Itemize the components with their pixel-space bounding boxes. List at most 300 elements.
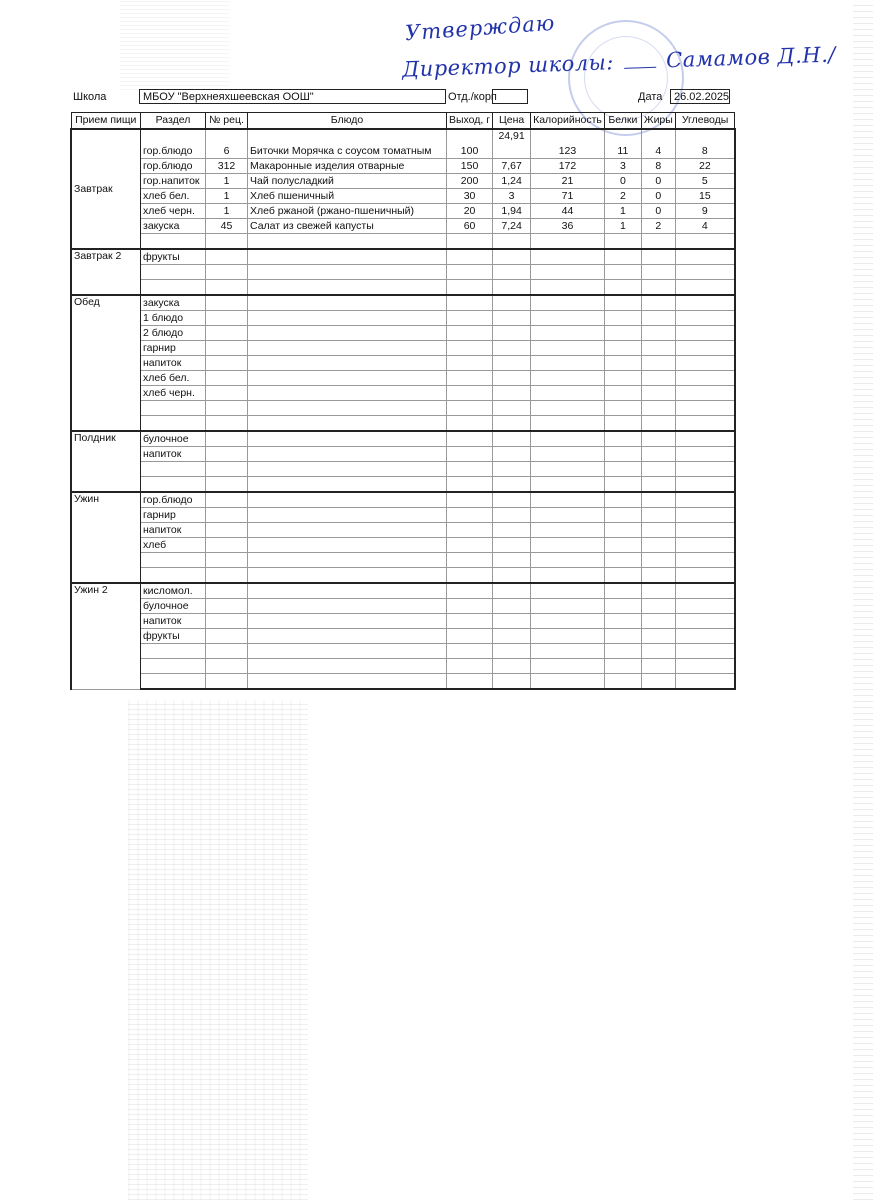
section-cell (141, 234, 206, 250)
table-row (71, 295, 735, 311)
carbs-cell (675, 629, 735, 644)
meal-cell: Завтрак 2 (71, 249, 141, 295)
recipe-cell (206, 280, 248, 296)
section-cell (141, 265, 206, 280)
calories-cell (531, 508, 605, 523)
protein-cell (604, 341, 641, 356)
section-cell: фрукты (141, 249, 206, 265)
dish-cell: Макаронные изделия отварные (248, 159, 447, 174)
table-row (71, 129, 735, 159)
protein-cell (604, 326, 641, 341)
recipe-cell (206, 311, 248, 326)
protein-cell (604, 659, 641, 674)
dish-cell (248, 508, 447, 523)
section-cell: хлеб (141, 538, 206, 553)
fat-cell (641, 659, 675, 674)
calories-cell (531, 523, 605, 538)
dish-cell (248, 538, 447, 553)
dish-cell (248, 492, 447, 508)
table-row (71, 629, 735, 644)
output-cell (447, 280, 493, 296)
fat-cell (641, 447, 675, 462)
recipe-cell (206, 644, 248, 659)
output-cell: 20 (447, 204, 493, 219)
dish-cell (248, 356, 447, 371)
section-cell: напиток (141, 447, 206, 462)
price-cell (493, 614, 531, 629)
calories-cell: 172 (531, 159, 605, 174)
output-cell (447, 356, 493, 371)
calories-cell (531, 583, 605, 599)
section-cell (141, 462, 206, 477)
price-cell (493, 249, 531, 265)
protein-cell: 11 (604, 129, 641, 159)
fat-cell (641, 249, 675, 265)
dish-cell (248, 401, 447, 416)
calories-cell: 21 (531, 174, 605, 189)
section-cell: кисломол. (141, 583, 206, 599)
table-row (71, 431, 735, 447)
section-cell: хлеб бел. (141, 189, 206, 204)
scan-noise-bottom (128, 700, 308, 1200)
date-field: 26.02.2025 (670, 89, 730, 104)
price-cell (493, 265, 531, 280)
output-cell (447, 265, 493, 280)
section-cell (141, 280, 206, 296)
carbs-cell: 4 (675, 219, 735, 234)
table-row (71, 371, 735, 386)
recipe-cell (206, 599, 248, 614)
dish-cell (248, 416, 447, 432)
table-row (71, 401, 735, 416)
recipe-cell: 312 (206, 159, 248, 174)
calories-cell (531, 265, 605, 280)
calories-cell (531, 553, 605, 568)
table-row (71, 204, 735, 219)
calories-cell (531, 371, 605, 386)
output-cell (447, 416, 493, 432)
fat-cell (641, 629, 675, 644)
price-cell (493, 629, 531, 644)
price-cell (493, 341, 531, 356)
price-cell (493, 280, 531, 296)
output-cell (447, 492, 493, 508)
dish-cell (248, 629, 447, 644)
calories-cell: 123 (531, 129, 605, 159)
price-cell (493, 538, 531, 553)
output-cell (447, 614, 493, 629)
price-cell: 1,24 (493, 174, 531, 189)
carbs-cell (675, 447, 735, 462)
price-cell (493, 553, 531, 568)
table-row (71, 599, 735, 614)
col-dish: Блюдо (248, 113, 447, 130)
meal-cell: Обед (71, 295, 141, 431)
dept-label: Отд./корп (448, 91, 497, 103)
signature-mark (624, 67, 656, 69)
output-cell (447, 538, 493, 553)
section-cell: 1 блюдо (141, 311, 206, 326)
fat-cell: 4 (641, 129, 675, 159)
fat-cell: 2 (641, 219, 675, 234)
table-row (71, 447, 735, 462)
dish-cell (248, 659, 447, 674)
fat-cell (641, 265, 675, 280)
section-cell: гарнир (141, 341, 206, 356)
price-cell (493, 644, 531, 659)
recipe-cell (206, 401, 248, 416)
recipe-cell (206, 447, 248, 462)
fat-cell (641, 492, 675, 508)
price-cell (493, 386, 531, 401)
dish-cell (248, 447, 447, 462)
recipe-cell (206, 356, 248, 371)
price-cell (493, 431, 531, 447)
carbs-cell (675, 674, 735, 690)
section-cell (141, 674, 206, 690)
section-cell: гарнир (141, 508, 206, 523)
protein-cell (604, 462, 641, 477)
fat-cell (641, 553, 675, 568)
fat-cell (641, 311, 675, 326)
table-row (71, 644, 735, 659)
dish-cell (248, 249, 447, 265)
dish-cell (248, 462, 447, 477)
price-cell (493, 295, 531, 311)
section-cell (141, 401, 206, 416)
table-row (71, 462, 735, 477)
carbs-cell (675, 326, 735, 341)
price-cell (493, 416, 531, 432)
fat-cell (641, 326, 675, 341)
fat-cell: 0 (641, 189, 675, 204)
section-cell: булочное (141, 599, 206, 614)
fat-cell (641, 568, 675, 584)
calories-cell (531, 401, 605, 416)
section-cell (141, 416, 206, 432)
recipe-cell (206, 416, 248, 432)
col-section: Раздел (141, 113, 206, 130)
calories-cell: 36 (531, 219, 605, 234)
meal-cell: Ужин (71, 492, 141, 583)
calories-cell (531, 492, 605, 508)
section-cell: напиток (141, 614, 206, 629)
fat-cell (641, 401, 675, 416)
output-cell: 200 (447, 174, 493, 189)
recipe-cell (206, 674, 248, 690)
carbs-cell (675, 386, 735, 401)
dept-field (492, 89, 528, 104)
protein-cell: 0 (604, 174, 641, 189)
dish-cell (248, 477, 447, 493)
calories-cell (531, 356, 605, 371)
price-cell (493, 508, 531, 523)
col-price: Цена (493, 113, 531, 130)
calories-cell (531, 295, 605, 311)
output-cell (447, 477, 493, 493)
output-cell (447, 311, 493, 326)
section-cell: хлеб бел. (141, 371, 206, 386)
table-row (71, 311, 735, 326)
recipe-cell: 1 (206, 174, 248, 189)
carbs-cell (675, 249, 735, 265)
calories-cell (531, 462, 605, 477)
calories-cell (531, 447, 605, 462)
table-row (71, 492, 735, 508)
section-cell: закуска (141, 219, 206, 234)
carbs-cell (675, 416, 735, 432)
recipe-cell (206, 553, 248, 568)
price-cell (493, 326, 531, 341)
table-row (71, 583, 735, 599)
output-cell (447, 583, 493, 599)
fat-cell (641, 295, 675, 311)
dish-cell (248, 311, 447, 326)
protein-cell (604, 538, 641, 553)
dish-cell (248, 280, 447, 296)
recipe-cell (206, 492, 248, 508)
fat-cell: 0 (641, 204, 675, 219)
dish-cell (248, 523, 447, 538)
protein-cell (604, 295, 641, 311)
section-cell: булочное (141, 431, 206, 447)
fat-cell (641, 508, 675, 523)
section-cell: хлеб черн. (141, 204, 206, 219)
carbs-cell: 8 (675, 129, 735, 159)
calories-cell (531, 431, 605, 447)
output-cell (447, 553, 493, 568)
fat-cell (641, 341, 675, 356)
table-row (71, 523, 735, 538)
recipe-cell (206, 462, 248, 477)
col-carbs: Углеводы (675, 113, 735, 130)
dish-cell (248, 234, 447, 250)
col-calories: Калорийность (531, 113, 605, 130)
table-row (71, 189, 735, 204)
protein-cell (604, 599, 641, 614)
calories-cell (531, 629, 605, 644)
carbs-cell (675, 280, 735, 296)
carbs-cell (675, 477, 735, 493)
protein-cell (604, 386, 641, 401)
date-label: Дата (638, 91, 663, 103)
price-cell: 1,94 (493, 204, 531, 219)
protein-cell (604, 644, 641, 659)
fat-cell (641, 614, 675, 629)
output-cell (447, 674, 493, 690)
table-row (71, 659, 735, 674)
table-row (71, 477, 735, 493)
calories-cell: 44 (531, 204, 605, 219)
recipe-cell (206, 568, 248, 584)
output-cell (447, 447, 493, 462)
fat-cell (641, 599, 675, 614)
protein-cell (604, 492, 641, 508)
output-cell (447, 599, 493, 614)
dish-cell (248, 674, 447, 690)
fat-cell (641, 416, 675, 432)
table-row (71, 219, 735, 234)
school-field: МБОУ "Верхнеяхшеевская ООШ" (139, 89, 446, 104)
output-cell (447, 341, 493, 356)
section-cell (141, 644, 206, 659)
price-cell (493, 599, 531, 614)
carbs-cell: 15 (675, 189, 735, 204)
output-cell: 60 (447, 219, 493, 234)
section-cell: напиток (141, 356, 206, 371)
carbs-cell: 5 (675, 174, 735, 189)
price-cell (493, 523, 531, 538)
section-cell: напиток (141, 523, 206, 538)
protein-cell (604, 234, 641, 250)
dish-cell (248, 386, 447, 401)
carbs-cell (675, 431, 735, 447)
carbs-cell (675, 234, 735, 250)
table-row (71, 265, 735, 280)
price-cell (493, 492, 531, 508)
carbs-cell (675, 492, 735, 508)
table-row (71, 326, 735, 341)
carbs-cell (675, 356, 735, 371)
fat-cell: 8 (641, 159, 675, 174)
col-output: Выход, г (447, 113, 493, 130)
section-cell: гор.блюдо (141, 159, 206, 174)
price-cell: 7,24 (493, 219, 531, 234)
protein-cell (604, 629, 641, 644)
protein-cell: 1 (604, 204, 641, 219)
dish-cell (248, 431, 447, 447)
table-row (71, 538, 735, 553)
carbs-cell: 22 (675, 159, 735, 174)
calories-cell (531, 477, 605, 493)
output-cell (447, 431, 493, 447)
fat-cell (641, 462, 675, 477)
section-cell (141, 659, 206, 674)
calories-cell (531, 416, 605, 432)
school-label: Школа (73, 91, 107, 103)
calories-cell (531, 614, 605, 629)
dish-cell (248, 553, 447, 568)
output-cell: 150 (447, 159, 493, 174)
carbs-cell: 9 (675, 204, 735, 219)
table-row (71, 341, 735, 356)
output-cell (447, 568, 493, 584)
recipe-cell (206, 234, 248, 250)
approval-signature: Самамов Д.Н./ (665, 42, 837, 73)
price-cell (493, 568, 531, 584)
dish-cell (248, 326, 447, 341)
col-fat: Жиры (641, 113, 675, 130)
recipe-cell (206, 431, 248, 447)
output-cell (447, 401, 493, 416)
protein-cell (604, 614, 641, 629)
protein-cell (604, 553, 641, 568)
price-cell (493, 447, 531, 462)
calories-cell (531, 538, 605, 553)
carbs-cell (675, 538, 735, 553)
carbs-cell (675, 599, 735, 614)
col-protein: Белки (604, 113, 641, 130)
table-row (71, 508, 735, 523)
carbs-cell (675, 508, 735, 523)
price-cell: 24,91 (493, 129, 531, 159)
recipe-cell (206, 614, 248, 629)
output-cell (447, 249, 493, 265)
protein-cell (604, 447, 641, 462)
price-cell (493, 477, 531, 493)
menu-body (71, 129, 735, 689)
table-row (71, 386, 735, 401)
section-cell: фрукты (141, 629, 206, 644)
carbs-cell (675, 644, 735, 659)
fat-cell (641, 431, 675, 447)
carbs-cell (675, 341, 735, 356)
protein-cell (604, 371, 641, 386)
recipe-cell (206, 538, 248, 553)
protein-cell (604, 265, 641, 280)
recipe-cell (206, 265, 248, 280)
carbs-cell (675, 295, 735, 311)
fat-cell (641, 371, 675, 386)
calories-cell (531, 644, 605, 659)
fat-cell (641, 523, 675, 538)
output-cell (447, 508, 493, 523)
protein-cell (604, 249, 641, 265)
col-meal: Прием пищи (71, 113, 141, 130)
protein-cell: 3 (604, 159, 641, 174)
dish-cell (248, 295, 447, 311)
price-cell (493, 311, 531, 326)
table-row (71, 159, 735, 174)
approval-title: Директор школы: (401, 50, 615, 82)
protein-cell (604, 401, 641, 416)
protein-cell (604, 477, 641, 493)
fat-cell (641, 538, 675, 553)
table-row (71, 416, 735, 432)
calories-cell (531, 341, 605, 356)
calories-cell (531, 659, 605, 674)
calories-cell (531, 326, 605, 341)
recipe-cell: 45 (206, 219, 248, 234)
recipe-cell: 1 (206, 189, 248, 204)
fat-cell (641, 386, 675, 401)
protein-cell (604, 311, 641, 326)
fat-cell (641, 674, 675, 690)
fat-cell (641, 356, 675, 371)
fat-cell (641, 583, 675, 599)
price-cell (493, 674, 531, 690)
fat-cell: 0 (641, 174, 675, 189)
section-cell (141, 477, 206, 493)
recipe-cell (206, 477, 248, 493)
output-cell (447, 371, 493, 386)
calories-cell (531, 599, 605, 614)
carbs-cell (675, 614, 735, 629)
price-cell (493, 462, 531, 477)
dish-cell (248, 599, 447, 614)
meal-cell: Ужин 2 (71, 583, 141, 689)
price-cell: 7,67 (493, 159, 531, 174)
calories-cell (531, 311, 605, 326)
calories-cell (531, 386, 605, 401)
carbs-cell (675, 553, 735, 568)
price-cell (493, 234, 531, 250)
protein-cell (604, 583, 641, 599)
section-cell: гор.блюдо (141, 492, 206, 508)
section-cell (141, 553, 206, 568)
recipe-cell (206, 523, 248, 538)
table-row (71, 356, 735, 371)
